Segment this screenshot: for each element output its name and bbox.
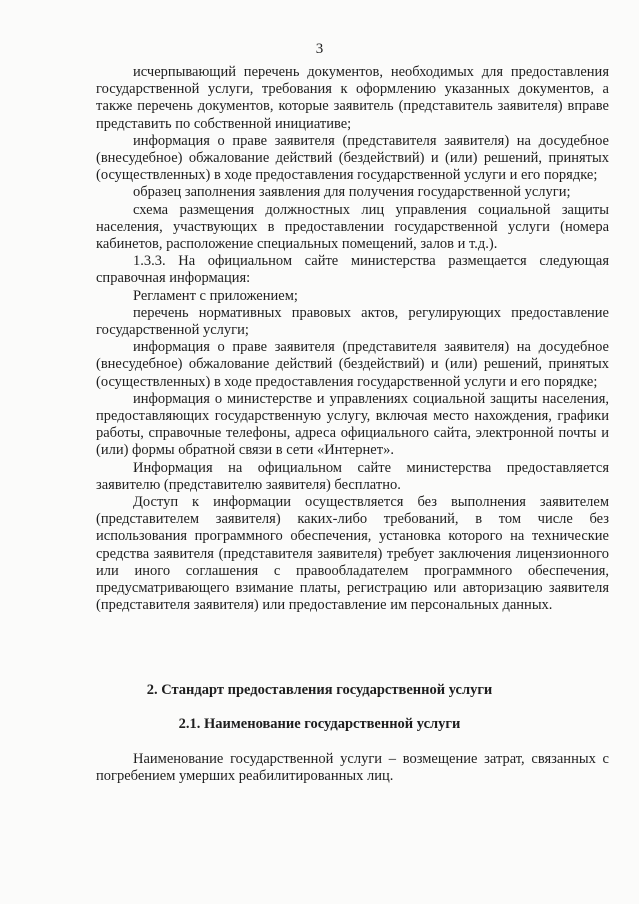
paragraph-website-info: 1.3.3. На официальном сайте министерства размещается следующая справочная информация: <box>96 253 609 287</box>
section-heading: 2. Стандарт предоставления государственной услуги <box>146 682 493 698</box>
paragraph-access-info: Доступ к информации осуществляется без выполнения заявителем (представителем заявителя) каких-либо требований, в том числе без использования программного обеспечения, установка которого на технические средства заявителя (представителя заявителя) требует заключения лицензионного или иного соглашения с правообладателем программного обеспечения, предусматривающего взимание платы, регистрацию или авторизацию заявителя (представителя заявителя) или предоставление им персональных данных. <box>96 494 609 614</box>
paragraph-regulation: Регламент с приложением; <box>133 287 298 304</box>
paragraph-legal-acts: перечень нормативных правовых актов, регулирующих предоставление государственной услуги; <box>96 304 609 339</box>
paragraph-appeal-rights-2: информация о праве заявителя (представителя заявителя) на досудебное (внесудебное) обжалование действий (бездействий) и (или) решений, принятых (осуществленных) в ходе предоставления государственной услуги и его порядке; <box>96 339 609 390</box>
paragraph-service-name: Наименование государственной услуги – возмещение затрат, связанных с погребением умерших реабилитированных лиц. <box>96 751 609 785</box>
paragraph-appeal-rights: информация о праве заявителя (представителя заявителя) на досудебное (внесудебное) обжалование действий (бездействий) и (или) решений, принятых (осуществленных) в ходе предоставления государственной услуги и его порядке; <box>96 132 609 184</box>
paragraph-documents-list: исчерпывающий перечень документов, необходимых для предоставления государственной услуги, требования к оформлению указанных документов, а также перечень документов, которые заявитель (представитель заявителя) вправе представить по собственной инициативе; <box>96 64 609 132</box>
body-text <box>96 64 609 615</box>
paragraph-free-info: Информация на официальном сайте министерства предоставляется заявителю (представителю заявителя) бесплатно. <box>96 459 609 493</box>
final-text <box>96 751 609 785</box>
paragraph-ministry-info: информация о министерстве и управлениях социальной защиты населения, предоставляющих государственную услугу, включая место нахождения, графики работы, справочные телефоны, адреса официального сайта, электронной почты и (или) формы обратной связи в сети «Интернет». <box>96 390 609 459</box>
paragraph-staff-scheme: схема размещения должностных лиц управления социальной защиты населения, участвующих в предоставлении государственной услуги (номера кабинетов, расположение специальных помещений, залов и т.д.). <box>96 201 609 253</box>
paragraph-application-sample: образец заполнения заявления для получения государственной услуги; <box>133 184 571 201</box>
page-number: 3 <box>315 41 324 57</box>
subsection-heading: 2.1. Наименование государственной услуги <box>178 716 461 732</box>
